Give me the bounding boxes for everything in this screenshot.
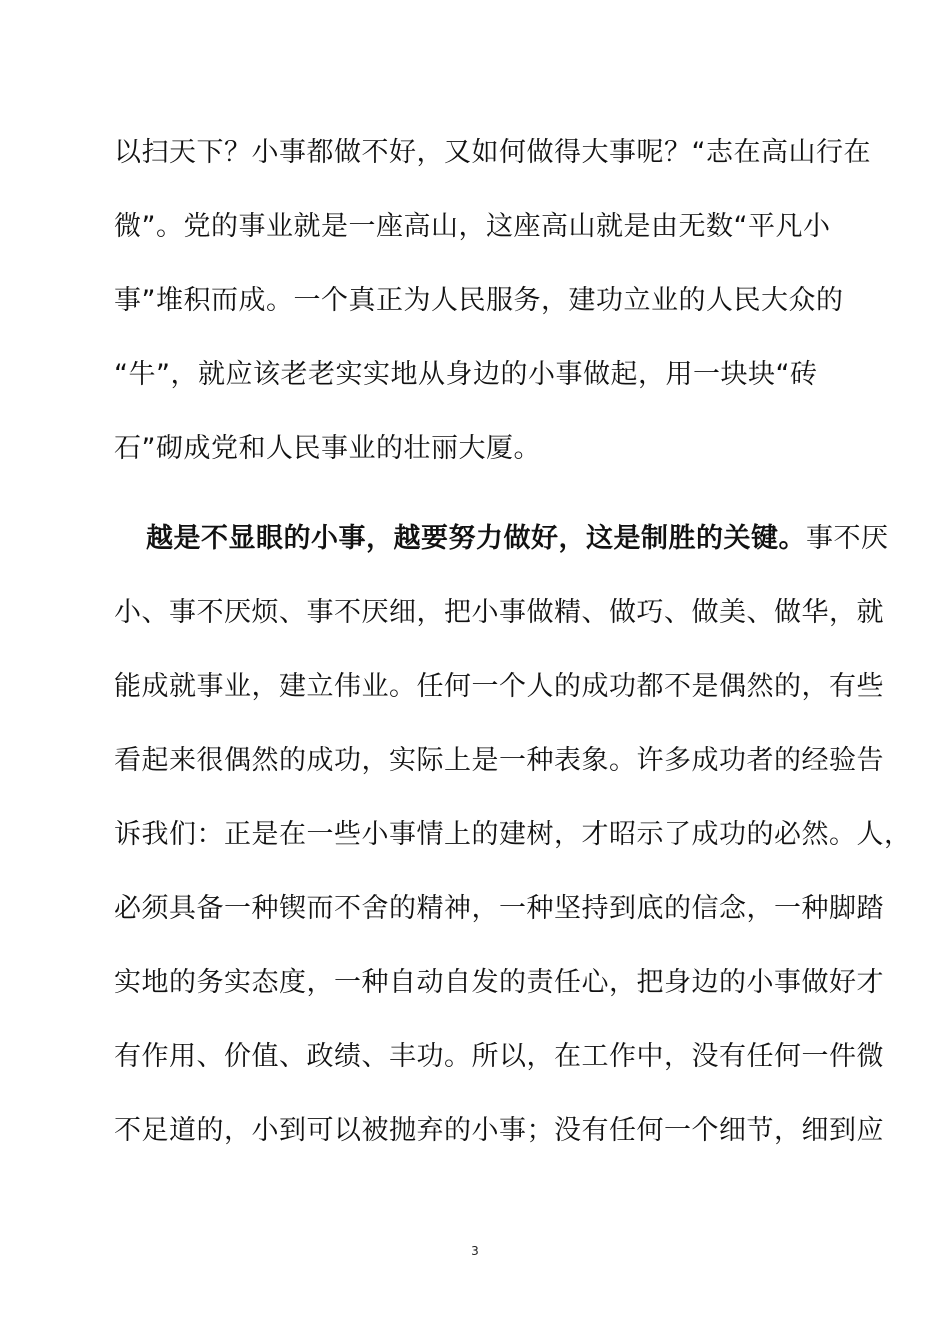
page-number: 3 <box>471 1244 479 1258</box>
paragraph-line: “牛”，就应该老老实实地从身边的小事做起，用一块块“砖 <box>114 359 818 390</box>
paragraph-2 <box>114 502 912 1168</box>
paragraph-line: 实地的务实态度，一种自动自发的责任心，把身边的小事做好才 <box>114 967 884 998</box>
lead-rest-text: 事不厌 <box>806 523 889 554</box>
paragraph-line: 石”砌成党和人民事业的壮丽大厦。 <box>114 433 541 464</box>
paragraph-line: 以扫天下？小事都做不好，又如何做得大事呢？“志在高山行在 <box>114 137 871 168</box>
paragraph-line: 能成就事业，建立伟业。任何一个人的成功都不是偶然的，有些 <box>114 671 884 702</box>
paragraph-line: 不足道的，小到可以被抛弃的小事；没有任何一个细节，细到应 <box>114 1115 884 1146</box>
paragraph-lead-line <box>114 502 889 576</box>
paragraph-line: 诉我们：正是在一些小事情上的建树，才昭示了成功的必然。人， <box>114 819 912 850</box>
paragraph-1 <box>114 116 871 486</box>
paragraph-line: 事”堆积而成。一个真正为人民服务，建功立业的人民大众的 <box>114 285 844 316</box>
paragraph-line: 看起来很偶然的成功，实际上是一种表象。许多成功者的经验告 <box>114 745 884 776</box>
paragraph-line: 微”。党的事业就是一座高山，这座高山就是由无数“平凡小 <box>114 211 831 242</box>
paragraph-line: 有作用、价值、政绩、丰功。所以，在工作中，没有任何一件微 <box>114 1041 884 1072</box>
paragraph-line: 小、事不厌烦、事不厌细，把小事做精、做巧、做美、做华，就 <box>114 597 884 628</box>
paragraph-line: 必须具备一种锲而不舍的精神，一种坚持到底的信念，一种脚踏 <box>114 893 884 924</box>
bold-lead-sentence: 越是不显眼的小事，越要努力做好，这是制胜的关键。 <box>146 523 806 554</box>
